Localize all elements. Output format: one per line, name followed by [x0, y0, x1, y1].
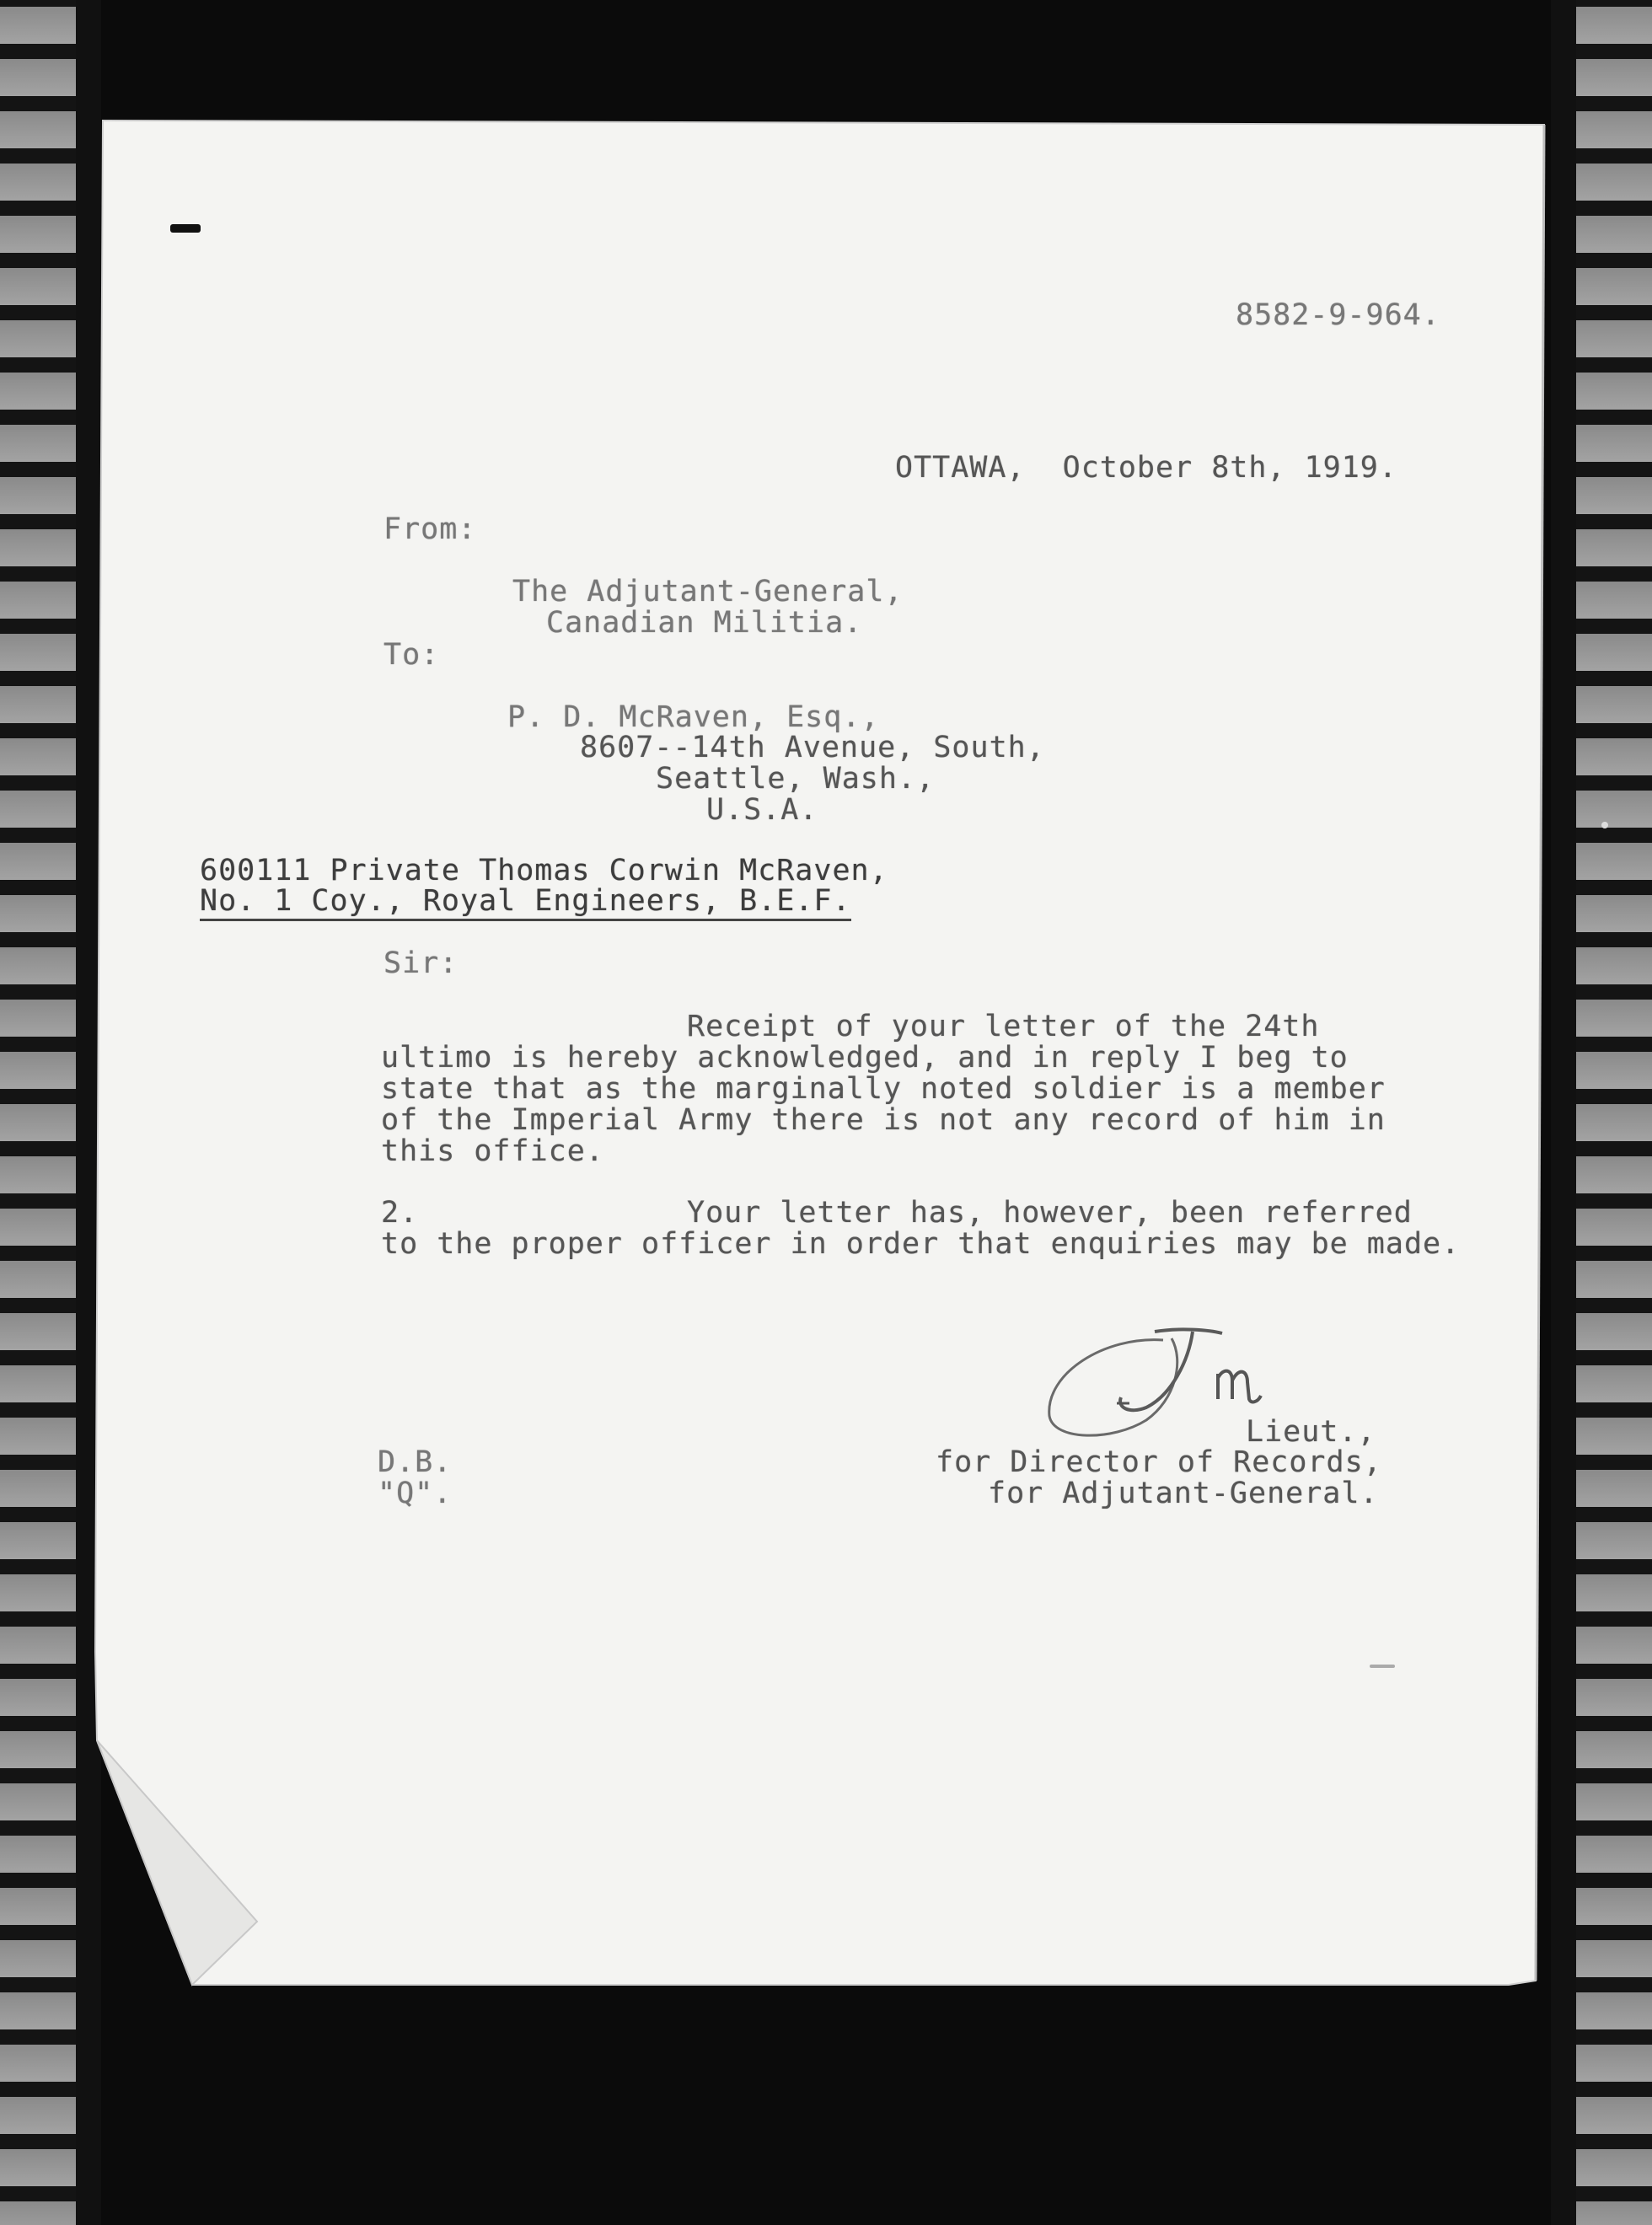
reference-number: 8582-9-964.	[1236, 298, 1440, 332]
punch-mark	[170, 224, 201, 233]
body-para2-number: 2.	[381, 1196, 419, 1230]
salutation: Sir:	[384, 946, 459, 980]
subject-line-1: 600111 Private Thomas Corwin McRaven,	[200, 854, 888, 887]
to-address-line-4: U.S.A.	[706, 793, 818, 827]
to-label: To:	[384, 638, 440, 672]
to-address-line-1: P. D. McRaven, Esq.,	[507, 700, 880, 734]
closing-line-2: for Director of Records,	[936, 1445, 1382, 1479]
place-and-date: OTTAWA, October 8th, 1919.	[895, 451, 1397, 485]
body-para1-line-2: ultimo is hereby acknowledged, and in reply I beg to	[381, 1041, 1349, 1075]
closing-rank: Lieut.,	[1246, 1415, 1376, 1449]
body-para1-line-5: this office.	[381, 1134, 604, 1168]
from-line-1: The Adjutant-General,	[512, 575, 904, 609]
to-address-line-3: Seattle, Wash.,	[656, 762, 936, 796]
dust-speck	[1601, 822, 1608, 828]
closing-line-3: for Adjutant-General.	[988, 1477, 1379, 1510]
from-label: From:	[384, 512, 477, 546]
to-address-line-2: 8607--14th Avenue, South,	[580, 731, 1045, 764]
typist-initials: D.B.	[378, 1445, 453, 1479]
body-para1-line-4: of the Imperial Army there is not any record of him in	[381, 1103, 1386, 1137]
from-line-2: Canadian Militia.	[546, 606, 863, 640]
body-para1-line-3: state that as the marginally noted soldier is a member	[381, 1072, 1386, 1106]
pencil-mark	[1370, 1665, 1395, 1668]
body-para1-line-1: Receipt of your letter of the 24th	[687, 1010, 1320, 1043]
body-para2-line-1: Your letter has, however, been referred	[687, 1196, 1413, 1230]
body-para2-line-2: to the proper officer in order that enquiries may be made.	[381, 1227, 1461, 1261]
subject-line-2: No. 1 Coy., Royal Engineers, B.E.F.	[200, 885, 851, 921]
file-code: "Q".	[378, 1477, 453, 1510]
